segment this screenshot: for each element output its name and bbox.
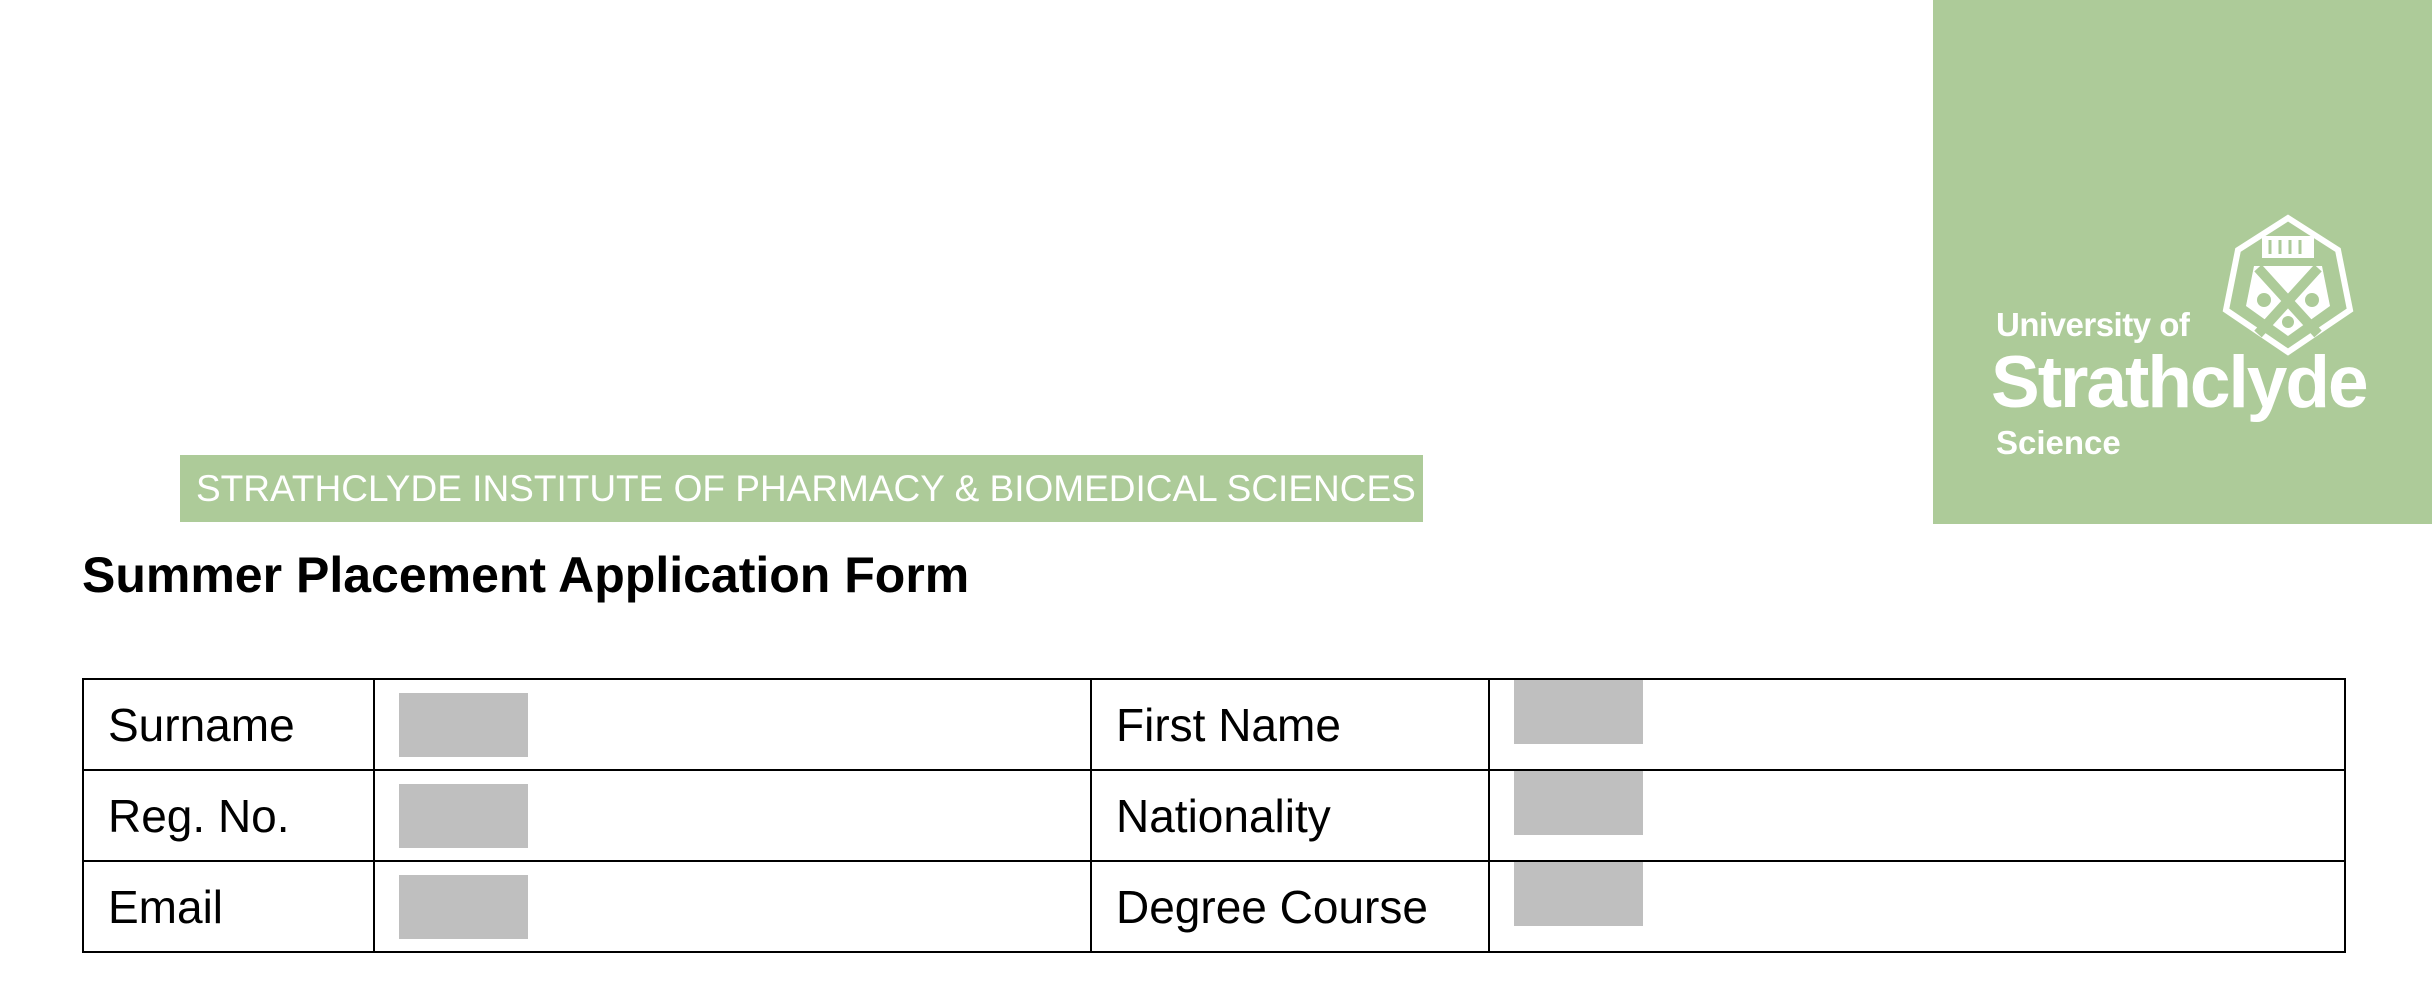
university-crest-icon [2218,210,2358,356]
table-row [83,679,2345,770]
first-name-label: First Name [1091,679,1489,770]
nationality-field[interactable] [1514,771,1643,835]
email-field[interactable] [399,875,528,939]
first-name-field[interactable] [1514,680,1643,744]
university-logo [1933,0,2432,524]
degree-course-label: Degree Course [1091,861,1489,952]
applicant-details-table [82,678,2346,953]
logo-text-strathclyde: Strathclyde [1991,342,2367,423]
degree-course-cell [1489,861,2345,952]
surname-field[interactable] [399,693,528,757]
degree-course-field[interactable] [1514,862,1643,926]
nationality-cell [1489,770,2345,861]
table-row [83,770,2345,861]
table-row [83,861,2345,952]
reg-no-cell [374,770,1091,861]
institute-banner [180,455,1423,522]
logo-text-science: Science [1996,424,2121,461]
logo-text-university-of: University of [1996,306,2190,343]
nationality-label: Nationality [1091,770,1489,861]
reg-no-field[interactable] [399,784,528,848]
surname-cell [374,679,1091,770]
email-cell [374,861,1091,952]
page-title: Summer Placement Application Form [82,547,970,603]
first-name-cell [1489,679,2345,770]
reg-no-label: Reg. No. [83,770,374,861]
surname-label: Surname [83,679,374,770]
institute-name: STRATHCLYDE INSTITUTE OF PHARMACY & BIOMEDICAL SCIENCES [196,468,1416,509]
email-label: Email [83,861,374,952]
